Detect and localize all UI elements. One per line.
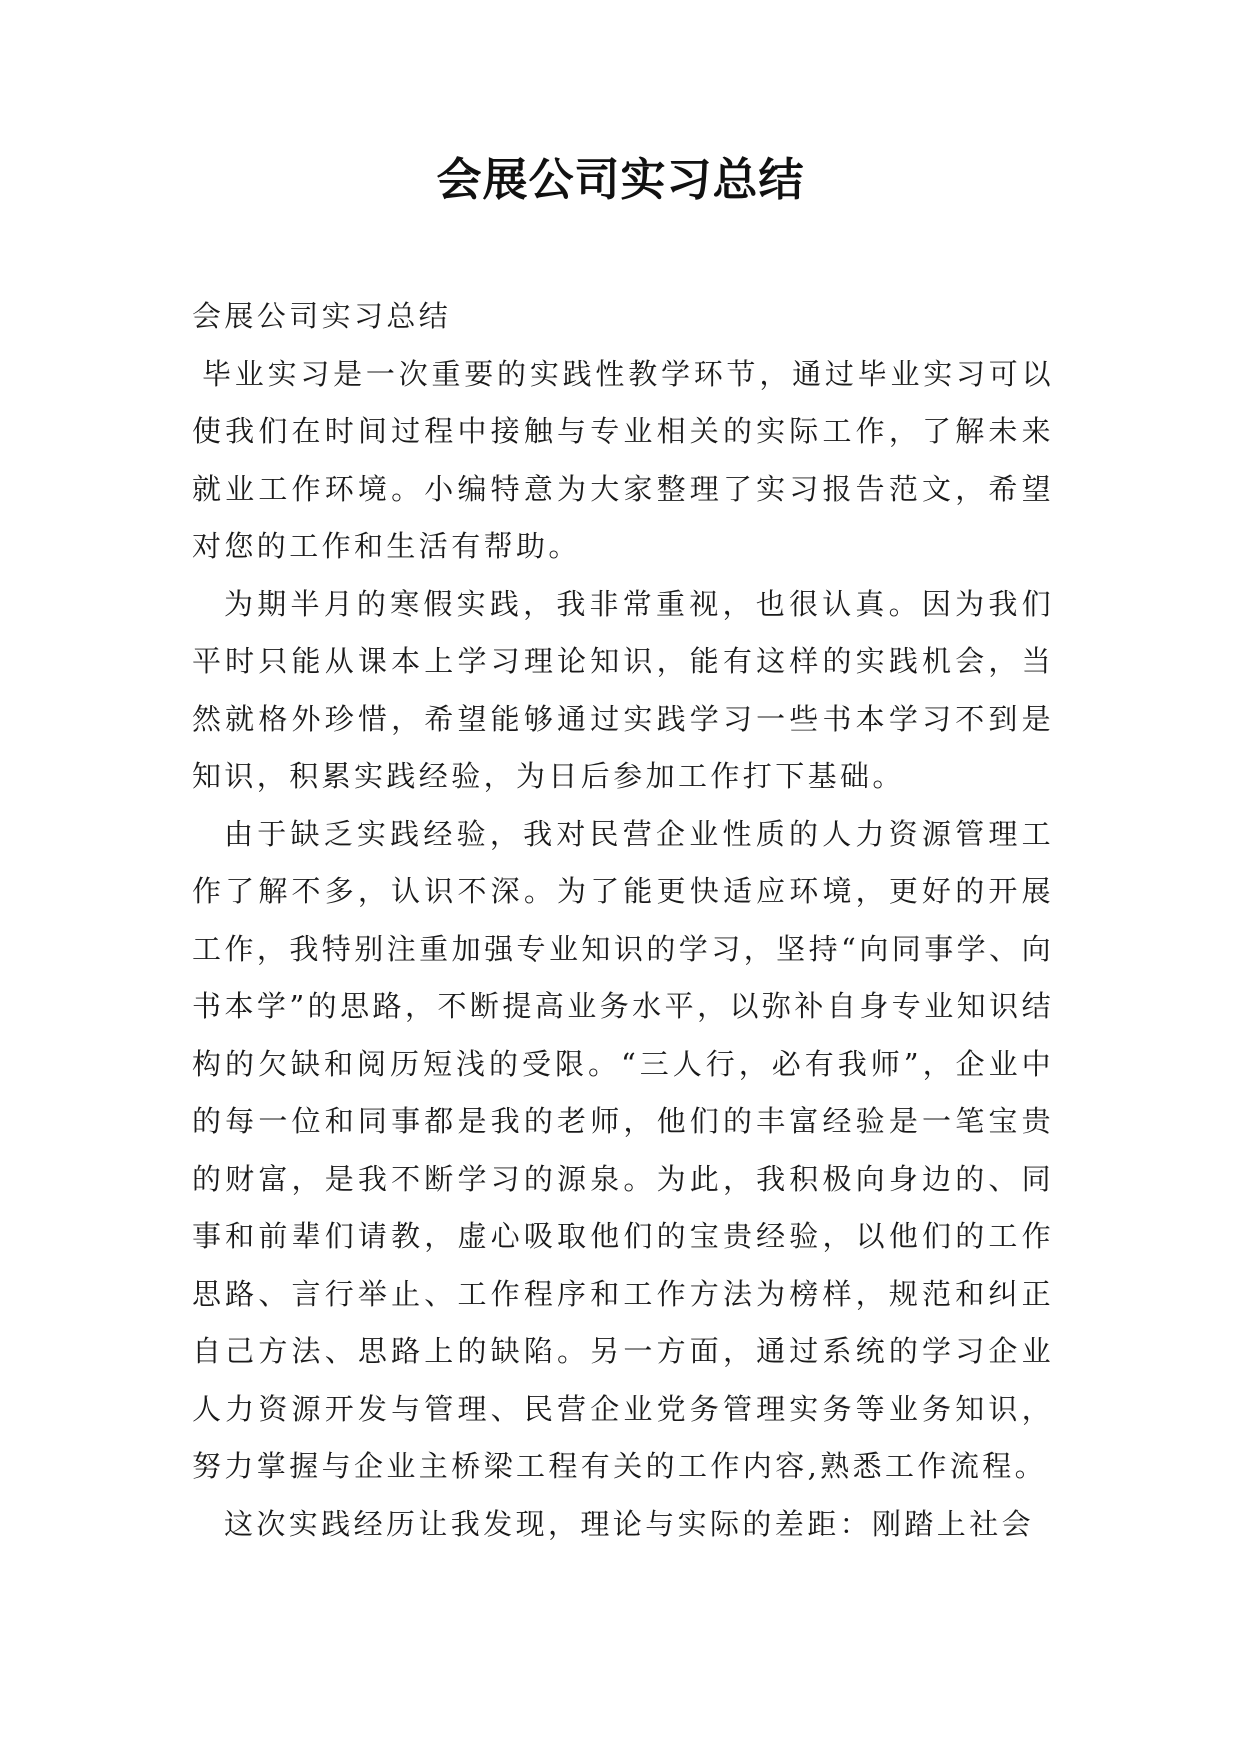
paragraph-learning: 由于缺乏实践经验，我对民营企业性质的人力资源管理工作了解不多，认识不深。为了能更快适应环境，更好的开展工作，我特别注重加强专业知识的学习，坚持“向同事学、向书本学”的思路，不断提高业务水平，以弥补自身专业知识结构的欠缺和阅历短浅的受限。“三人行，必有我师”，企业中的每一位和同事都是我的老师，他们的丰富经验是一笔宝贵的财富，是我不断学习的源泉。为此，我积极向身边的、同事和前辈们请教，虚心吸取他们的宝贵经验，以他们的工作思路、言行举止、工作程序和工作方法为榜样，规范和纠正自己方法、思路上的缺陷。另一方面，通过系统的学习企业人力资源开发与管理、民营企业党务管理实务等业务知识，努力掌握与企业主桥梁工程有关的工作内容,熟悉工作流程。 [192,816,1054,1483]
paragraph-intro: 毕业实习是一次重要的实践性教学环节，通过毕业实习可以使我们在时间过程中接触与专业相关的实际工作，了解未来就业工作环境。小编特意为大家整理了实习报告范文，希望对您的工作和生活有帮助。 [192,356,1054,563]
paragraph-reflection: 这次实践经历让我发现，理论与实际的差距：刚踏上社会 [224,1506,1035,1541]
document-title: 会展公司实习总结 [436,153,805,206]
document-body [192,288,1054,1553]
paragraph-winter-practice: 为期半月的寒假实践，我非常重视，也很认真。因为我们平时只能从课本上学习理论知识，能有这样的实践机会，当然就格外珍惜，希望能够通过实践学习一些书本学习不到是知识，积累实践经验，为日后参加工作打下基础。 [192,586,1054,793]
document-subtitle: 会展公司实习总结 [192,299,452,333]
